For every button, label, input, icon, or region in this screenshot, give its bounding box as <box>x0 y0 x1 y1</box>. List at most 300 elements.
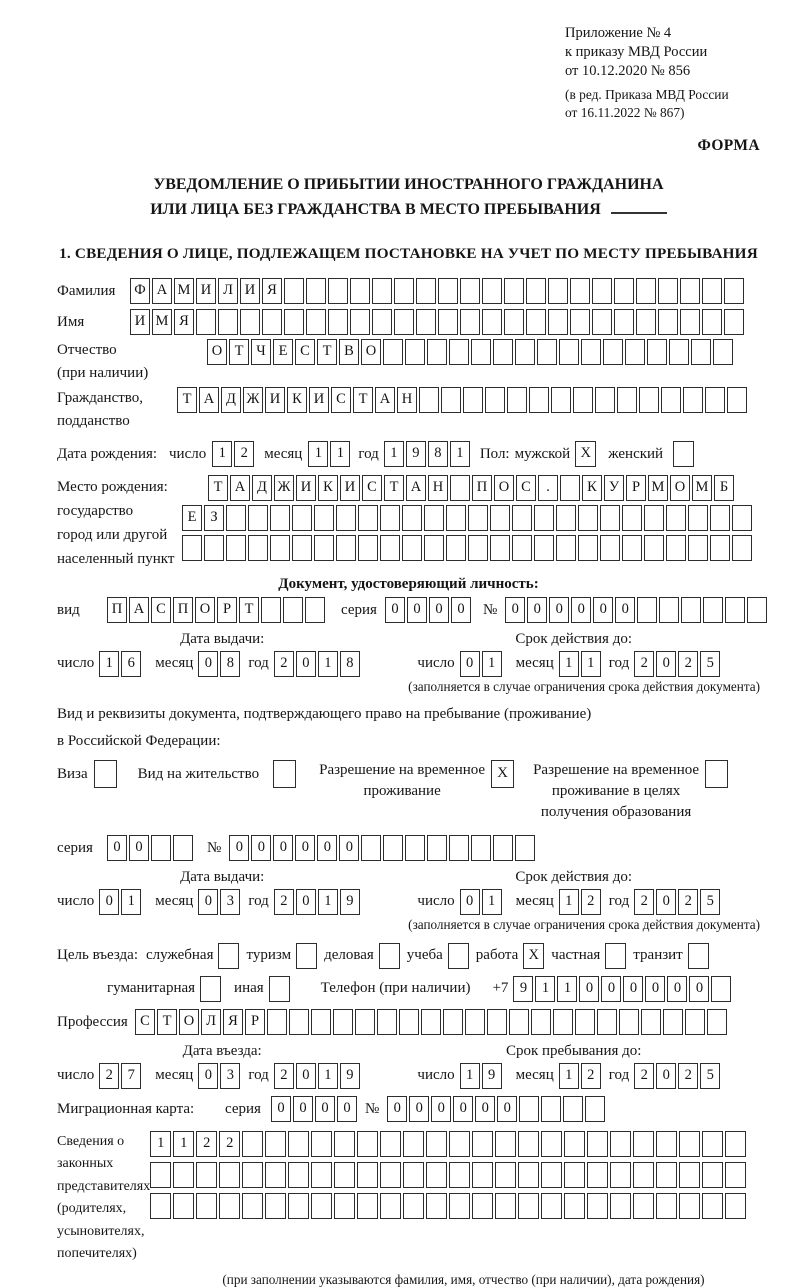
char-box[interactable] <box>399 1009 419 1035</box>
char-box[interactable] <box>424 505 444 531</box>
char-box[interactable] <box>242 1131 263 1157</box>
char-box[interactable] <box>639 387 659 413</box>
char-box[interactable] <box>570 309 590 335</box>
char-box[interactable]: 0 <box>229 835 249 861</box>
char-box[interactable]: 0 <box>317 835 337 861</box>
char-box[interactable] <box>471 339 491 365</box>
char-box[interactable]: 0 <box>460 889 480 915</box>
char-box[interactable]: 0 <box>385 597 405 623</box>
char-box[interactable] <box>394 278 414 304</box>
char-box[interactable] <box>150 1193 171 1219</box>
char-box[interactable] <box>703 597 723 623</box>
char-box[interactable] <box>518 1131 539 1157</box>
char-box[interactable] <box>727 387 747 413</box>
char-box[interactable]: 0 <box>623 976 643 1002</box>
char-box[interactable] <box>724 309 744 335</box>
char-box[interactable]: И <box>309 387 329 413</box>
char-box[interactable]: А <box>230 475 250 501</box>
char-box[interactable] <box>394 309 414 335</box>
char-box[interactable]: Л <box>218 278 238 304</box>
char-box[interactable]: 0 <box>656 1063 676 1089</box>
char-box[interactable]: Б <box>714 475 734 501</box>
char-box[interactable] <box>402 505 422 531</box>
char-box[interactable] <box>685 1009 705 1035</box>
char-box[interactable] <box>656 1193 677 1219</box>
char-box[interactable]: 1 <box>581 651 601 677</box>
char-box[interactable] <box>150 1162 171 1188</box>
char-box[interactable] <box>426 1162 447 1188</box>
char-box[interactable]: 1 <box>450 441 470 467</box>
char-box[interactable]: 1 <box>318 1063 338 1089</box>
char-box[interactable] <box>204 535 224 561</box>
char-box[interactable] <box>358 535 378 561</box>
char-box[interactable]: И <box>240 278 260 304</box>
char-box[interactable]: 7 <box>121 1063 141 1089</box>
char-box[interactable] <box>559 339 579 365</box>
char-box[interactable] <box>421 1009 441 1035</box>
char-box[interactable]: 0 <box>337 1096 357 1122</box>
char-box[interactable]: 0 <box>549 597 569 623</box>
char-box[interactable]: 1 <box>557 976 577 1002</box>
char-box[interactable] <box>656 1162 677 1188</box>
char-box[interactable] <box>661 387 681 413</box>
char-box[interactable]: 2 <box>634 651 654 677</box>
char-box[interactable] <box>173 1162 194 1188</box>
char-box[interactable]: 2 <box>581 1063 601 1089</box>
char-box[interactable] <box>529 387 549 413</box>
char-box[interactable] <box>553 1009 573 1035</box>
char-box[interactable] <box>518 1162 539 1188</box>
char-box[interactable]: 0 <box>645 976 665 1002</box>
char-box[interactable]: С <box>135 1009 155 1035</box>
char-box[interactable] <box>288 1162 309 1188</box>
char-box[interactable]: Я <box>223 1009 243 1035</box>
char-box[interactable] <box>587 1131 608 1157</box>
char-box[interactable]: О <box>494 475 514 501</box>
char-box[interactable] <box>314 505 334 531</box>
char-box[interactable] <box>600 535 620 561</box>
char-box[interactable] <box>416 278 436 304</box>
char-box[interactable] <box>419 387 439 413</box>
char-box[interactable] <box>468 535 488 561</box>
char-box[interactable]: 2 <box>99 1063 119 1089</box>
char-box[interactable]: Д <box>221 387 241 413</box>
char-box[interactable] <box>531 1009 551 1035</box>
char-box[interactable]: Т <box>208 475 228 501</box>
char-box[interactable]: 0 <box>689 976 709 1002</box>
char-box[interactable]: 0 <box>407 597 427 623</box>
char-box[interactable] <box>336 505 356 531</box>
char-box[interactable] <box>226 505 246 531</box>
char-box[interactable] <box>563 1096 583 1122</box>
char-box[interactable]: 0 <box>615 597 635 623</box>
char-box[interactable] <box>551 387 571 413</box>
char-box[interactable] <box>284 278 304 304</box>
char-box[interactable] <box>441 387 461 413</box>
char-box[interactable] <box>449 835 469 861</box>
char-box[interactable]: П <box>173 597 193 623</box>
char-box[interactable] <box>647 339 667 365</box>
char-box[interactable] <box>311 1193 332 1219</box>
residence-permit-checkbox[interactable] <box>273 760 296 788</box>
purpose-study-checkbox[interactable] <box>448 943 469 969</box>
sex-female-checkbox[interactable] <box>673 441 694 467</box>
char-box[interactable]: Р <box>217 597 237 623</box>
char-box[interactable] <box>669 339 689 365</box>
char-box[interactable] <box>587 1162 608 1188</box>
char-box[interactable]: 1 <box>318 651 338 677</box>
char-box[interactable] <box>518 1193 539 1219</box>
char-box[interactable]: 0 <box>296 651 316 677</box>
char-box[interactable]: С <box>151 597 171 623</box>
char-box[interactable] <box>610 1131 631 1157</box>
char-box[interactable] <box>377 1009 397 1035</box>
char-box[interactable]: Д <box>252 475 272 501</box>
char-box[interactable] <box>270 505 290 531</box>
char-box[interactable] <box>495 1131 516 1157</box>
char-box[interactable] <box>380 1193 401 1219</box>
sex-male-checkbox[interactable]: X <box>575 441 596 467</box>
char-box[interactable]: 1 <box>460 1063 480 1089</box>
char-box[interactable] <box>306 278 326 304</box>
char-box[interactable]: 9 <box>513 976 533 1002</box>
char-box[interactable]: А <box>375 387 395 413</box>
char-box[interactable] <box>644 535 664 561</box>
char-box[interactable]: 0 <box>431 1096 451 1122</box>
char-box[interactable] <box>515 835 535 861</box>
edu-permit-checkbox[interactable] <box>705 760 728 788</box>
char-box[interactable] <box>725 597 745 623</box>
char-box[interactable] <box>472 1131 493 1157</box>
char-box[interactable]: И <box>340 475 360 501</box>
char-box[interactable] <box>333 1009 353 1035</box>
char-box[interactable]: Т <box>384 475 404 501</box>
char-box[interactable] <box>311 1131 332 1157</box>
char-box[interactable]: С <box>331 387 351 413</box>
char-box[interactable] <box>658 309 678 335</box>
char-box[interactable] <box>564 1193 585 1219</box>
char-box[interactable] <box>305 597 325 623</box>
char-box[interactable]: 0 <box>293 1096 313 1122</box>
char-box[interactable]: 2 <box>196 1131 217 1157</box>
char-box[interactable]: 0 <box>527 597 547 623</box>
char-box[interactable] <box>196 1193 217 1219</box>
char-box[interactable]: 9 <box>340 889 360 915</box>
purpose-work-checkbox[interactable]: X <box>523 943 544 969</box>
purpose-humanitarian-checkbox[interactable] <box>200 976 221 1002</box>
char-box[interactable]: Я <box>174 309 194 335</box>
char-box[interactable] <box>493 835 513 861</box>
char-box[interactable] <box>449 1162 470 1188</box>
char-box[interactable] <box>357 1162 378 1188</box>
char-box[interactable] <box>512 505 532 531</box>
char-box[interactable] <box>504 278 524 304</box>
char-box[interactable] <box>710 505 730 531</box>
char-box[interactable] <box>196 1162 217 1188</box>
char-box[interactable] <box>702 1193 723 1219</box>
char-box[interactable]: 8 <box>220 651 240 677</box>
char-box[interactable]: 2 <box>274 1063 294 1089</box>
char-box[interactable] <box>614 309 634 335</box>
char-box[interactable] <box>288 1131 309 1157</box>
char-box[interactable]: К <box>318 475 338 501</box>
char-box[interactable] <box>575 1009 595 1035</box>
char-box[interactable] <box>438 278 458 304</box>
char-box[interactable]: 1 <box>559 651 579 677</box>
char-box[interactable]: Н <box>397 387 417 413</box>
char-box[interactable]: 1 <box>99 651 119 677</box>
char-box[interactable] <box>449 1193 470 1219</box>
char-box[interactable] <box>242 1162 263 1188</box>
char-box[interactable]: 0 <box>198 1063 218 1089</box>
char-box[interactable]: Н <box>428 475 448 501</box>
char-box[interactable] <box>283 597 303 623</box>
char-box[interactable] <box>688 535 708 561</box>
char-box[interactable]: . <box>538 475 558 501</box>
char-box[interactable] <box>541 1162 562 1188</box>
char-box[interactable] <box>679 1162 700 1188</box>
char-box[interactable]: О <box>361 339 381 365</box>
char-box[interactable] <box>292 535 312 561</box>
char-box[interactable] <box>226 535 246 561</box>
char-box[interactable] <box>610 1193 631 1219</box>
char-box[interactable]: 0 <box>593 597 613 623</box>
char-box[interactable] <box>666 505 686 531</box>
char-box[interactable] <box>350 278 370 304</box>
char-box[interactable] <box>490 535 510 561</box>
char-box[interactable] <box>644 505 664 531</box>
char-box[interactable]: П <box>107 597 127 623</box>
char-box[interactable]: М <box>174 278 194 304</box>
char-box[interactable] <box>314 535 334 561</box>
char-box[interactable] <box>702 1131 723 1157</box>
char-box[interactable]: 0 <box>251 835 271 861</box>
char-box[interactable] <box>380 1131 401 1157</box>
char-box[interactable] <box>512 535 532 561</box>
char-box[interactable]: И <box>265 387 285 413</box>
char-box[interactable] <box>355 1009 375 1035</box>
char-box[interactable] <box>357 1193 378 1219</box>
char-box[interactable]: Р <box>626 475 646 501</box>
char-box[interactable]: 1 <box>559 889 579 915</box>
char-box[interactable] <box>688 505 708 531</box>
char-box[interactable]: 3 <box>220 1063 240 1089</box>
char-box[interactable] <box>265 1131 286 1157</box>
char-box[interactable] <box>610 1162 631 1188</box>
char-box[interactable] <box>702 1162 723 1188</box>
char-box[interactable]: 1 <box>173 1131 194 1157</box>
char-box[interactable] <box>656 1131 677 1157</box>
char-box[interactable]: 0 <box>387 1096 407 1122</box>
char-box[interactable]: И <box>296 475 316 501</box>
char-box[interactable] <box>449 1131 470 1157</box>
char-box[interactable]: 1 <box>535 976 555 1002</box>
char-box[interactable] <box>372 309 392 335</box>
char-box[interactable] <box>284 309 304 335</box>
char-box[interactable]: С <box>516 475 536 501</box>
char-box[interactable] <box>691 339 711 365</box>
purpose-private-checkbox[interactable] <box>605 943 626 969</box>
char-box[interactable] <box>242 1193 263 1219</box>
char-box[interactable] <box>578 505 598 531</box>
char-box[interactable] <box>357 1131 378 1157</box>
char-box[interactable] <box>683 387 703 413</box>
char-box[interactable] <box>541 1131 562 1157</box>
char-box[interactable]: 1 <box>482 651 502 677</box>
char-box[interactable] <box>603 339 623 365</box>
char-box[interactable] <box>666 535 686 561</box>
char-box[interactable] <box>403 1193 424 1219</box>
char-box[interactable] <box>446 535 466 561</box>
char-box[interactable]: 0 <box>198 651 218 677</box>
char-box[interactable] <box>306 309 326 335</box>
char-box[interactable] <box>637 597 657 623</box>
char-box[interactable] <box>493 339 513 365</box>
char-box[interactable] <box>446 505 466 531</box>
char-box[interactable] <box>614 278 634 304</box>
char-box[interactable]: Е <box>182 505 202 531</box>
char-box[interactable]: 2 <box>274 889 294 915</box>
char-box[interactable] <box>402 535 422 561</box>
char-box[interactable] <box>311 1009 331 1035</box>
char-box[interactable]: Т <box>239 597 259 623</box>
char-box[interactable] <box>556 535 576 561</box>
char-box[interactable] <box>747 597 767 623</box>
char-box[interactable] <box>424 535 444 561</box>
char-box[interactable]: О <box>670 475 690 501</box>
char-box[interactable] <box>336 535 356 561</box>
char-box[interactable]: Ч <box>251 339 271 365</box>
char-box[interactable]: 0 <box>475 1096 495 1122</box>
char-box[interactable] <box>219 1162 240 1188</box>
char-box[interactable] <box>372 278 392 304</box>
char-box[interactable] <box>472 1162 493 1188</box>
char-box[interactable]: 9 <box>340 1063 360 1089</box>
char-box[interactable]: 2 <box>678 651 698 677</box>
char-box[interactable] <box>472 1193 493 1219</box>
char-box[interactable] <box>426 1131 447 1157</box>
char-box[interactable]: 1 <box>559 1063 579 1089</box>
char-box[interactable]: 0 <box>460 651 480 677</box>
char-box[interactable] <box>564 1131 585 1157</box>
char-box[interactable] <box>625 339 645 365</box>
temp-permit-checkbox[interactable]: X <box>491 760 514 788</box>
char-box[interactable]: 1 <box>121 889 141 915</box>
char-box[interactable]: 0 <box>451 597 471 623</box>
char-box[interactable] <box>265 1162 286 1188</box>
char-box[interactable] <box>659 597 679 623</box>
char-box[interactable] <box>240 309 260 335</box>
char-box[interactable]: 2 <box>274 651 294 677</box>
char-box[interactable] <box>383 339 403 365</box>
char-box[interactable]: 0 <box>296 1063 316 1089</box>
char-box[interactable] <box>636 278 656 304</box>
char-box[interactable]: 0 <box>656 651 676 677</box>
char-box[interactable] <box>573 387 593 413</box>
char-box[interactable]: 0 <box>497 1096 517 1122</box>
char-box[interactable] <box>443 1009 463 1035</box>
char-box[interactable]: 0 <box>579 976 599 1002</box>
char-box[interactable]: 0 <box>505 597 525 623</box>
char-box[interactable]: 8 <box>340 651 360 677</box>
char-box[interactable] <box>622 505 642 531</box>
char-box[interactable]: С <box>362 475 382 501</box>
char-box[interactable] <box>482 309 502 335</box>
char-box[interactable] <box>460 278 480 304</box>
char-box[interactable]: 9 <box>406 441 426 467</box>
char-box[interactable]: И <box>130 309 150 335</box>
char-box[interactable] <box>361 835 381 861</box>
char-box[interactable]: 1 <box>330 441 350 467</box>
char-box[interactable]: В <box>339 339 359 365</box>
char-box[interactable]: 8 <box>428 441 448 467</box>
char-box[interactable]: С <box>295 339 315 365</box>
char-box[interactable] <box>636 309 656 335</box>
char-box[interactable]: 0 <box>667 976 687 1002</box>
char-box[interactable] <box>633 1193 654 1219</box>
char-box[interactable] <box>548 278 568 304</box>
char-box[interactable] <box>526 309 546 335</box>
char-box[interactable]: 0 <box>107 835 127 861</box>
char-box[interactable] <box>732 505 752 531</box>
visa-checkbox[interactable] <box>94 760 117 788</box>
char-box[interactable] <box>519 1096 539 1122</box>
char-box[interactable] <box>622 535 642 561</box>
char-box[interactable]: 2 <box>234 441 254 467</box>
char-box[interactable] <box>592 309 612 335</box>
char-box[interactable]: 2 <box>678 889 698 915</box>
char-box[interactable]: К <box>582 475 602 501</box>
purpose-official-checkbox[interactable] <box>218 943 239 969</box>
char-box[interactable]: Л <box>201 1009 221 1035</box>
char-box[interactable] <box>289 1009 309 1035</box>
char-box[interactable] <box>725 1193 746 1219</box>
char-box[interactable] <box>587 1193 608 1219</box>
char-box[interactable]: Т <box>353 387 373 413</box>
char-box[interactable]: 2 <box>634 1063 654 1089</box>
char-box[interactable]: 0 <box>296 889 316 915</box>
char-box[interactable]: 0 <box>656 889 676 915</box>
char-box[interactable] <box>427 339 447 365</box>
char-box[interactable]: 2 <box>581 889 601 915</box>
char-box[interactable]: 0 <box>453 1096 473 1122</box>
char-box[interactable] <box>732 535 752 561</box>
char-box[interactable] <box>680 278 700 304</box>
char-box[interactable] <box>380 505 400 531</box>
char-box[interactable] <box>556 505 576 531</box>
char-box[interactable] <box>641 1009 661 1035</box>
char-box[interactable] <box>600 505 620 531</box>
char-box[interactable] <box>358 505 378 531</box>
char-box[interactable] <box>334 1131 355 1157</box>
char-box[interactable] <box>350 309 370 335</box>
char-box[interactable]: М <box>152 309 172 335</box>
char-box[interactable] <box>679 1131 700 1157</box>
char-box[interactable] <box>633 1131 654 1157</box>
char-box[interactable]: 0 <box>295 835 315 861</box>
purpose-transit-checkbox[interactable] <box>688 943 709 969</box>
char-box[interactable] <box>581 339 601 365</box>
char-box[interactable] <box>534 535 554 561</box>
char-box[interactable]: 5 <box>700 889 720 915</box>
char-box[interactable] <box>490 505 510 531</box>
char-box[interactable] <box>515 339 535 365</box>
char-box[interactable]: У <box>604 475 624 501</box>
char-box[interactable] <box>707 1009 727 1035</box>
char-box[interactable]: 1 <box>150 1131 171 1157</box>
char-box[interactable] <box>679 1193 700 1219</box>
char-box[interactable] <box>438 309 458 335</box>
